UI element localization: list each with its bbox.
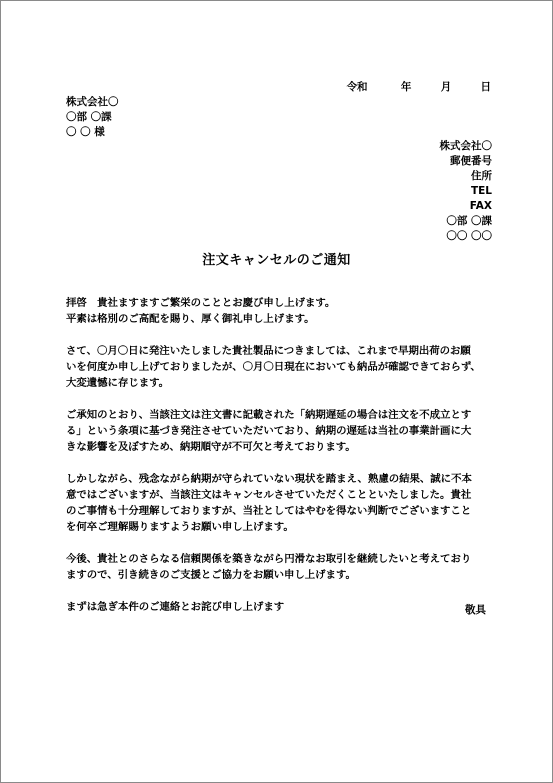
- recipient-department: 〇部 〇課: [66, 111, 112, 123]
- date-line: [347, 80, 491, 94]
- sender-postal-code: 郵便番号: [450, 155, 492, 167]
- date-era: 令和: [346, 81, 368, 93]
- paragraph-future: [66, 551, 498, 583]
- paragraph-greeting: [66, 295, 498, 327]
- body-line: る」という条項に基づき発注させていただいており、納期の遅延は当社の事業計画に大: [66, 425, 472, 437]
- paragraph-cancellation: [66, 471, 498, 535]
- sender-address: 住所: [471, 170, 492, 182]
- body-line: まずは急ぎ本件のご連絡とお詫び申し上げます: [66, 601, 285, 613]
- body-line: 平素は格別のご高配を賜り、厚く御礼申し上げます。: [66, 313, 315, 325]
- closing-phrase: 敬具: [465, 604, 486, 616]
- document-title: 注文キャンセルのご通知: [202, 253, 351, 268]
- body-line: 拝啓 貴社ますますご繁栄のこととお慶び申し上げます。: [66, 297, 336, 309]
- body-line: ご承知のとおり、当該注文は注文書に記載された「納期遅延の場合は注文を不成立とす: [66, 409, 472, 421]
- recipient-company: 株式会社〇: [66, 96, 119, 108]
- body-line: きな影響を及ぼすため、納期順守が不可欠と考えております。: [66, 441, 356, 453]
- body-line: さて、〇月〇日に発注いたしました貴社製品につきましては、これまで早期出荷のお願: [66, 345, 471, 357]
- date-month: 月: [440, 81, 452, 93]
- sender-tel: TEL: [470, 185, 492, 197]
- sender-company: 株式会社〇: [439, 140, 492, 152]
- date-day: 日: [480, 81, 491, 93]
- sender-name: 〇〇 〇〇: [446, 230, 492, 242]
- body-line: しかしながら、残念ながら納期が守られていない現状を踏まえ、熟慮の結果、誠に不本: [66, 473, 472, 485]
- body-line: を何卒ご理解賜りますようお願い申し上げます。: [66, 521, 294, 533]
- sender-block: [440, 139, 493, 244]
- body-line: 大変遺憾に存じます。: [66, 377, 170, 389]
- body-line: 意ではございますが、当該注文はキャンセルさせていただくことといたしました。貴社: [66, 489, 472, 501]
- body-line: ますので、引き続きのご支援とご協力をお願い申し上げます。: [66, 569, 356, 581]
- paragraph-terms: [66, 407, 498, 455]
- recipient-block: [66, 95, 119, 140]
- letter-body: [66, 295, 498, 631]
- sender-department: 〇部 〇課: [446, 215, 492, 227]
- body-line: いを何度か申し上げておりましたが、〇月〇日現在においても納品が確認できておらず、: [66, 361, 481, 373]
- date-year: 年: [400, 81, 412, 93]
- recipient-name: 〇 〇 様: [66, 126, 105, 138]
- body-line: のご事情も十分理解しておりますが、当社としてはやむを得ない判断でございますこと: [66, 505, 472, 517]
- sender-fax: FAX: [469, 200, 492, 212]
- paragraph-situation: [66, 343, 498, 391]
- body-line: 今後、貴社とのさらなる信頼関係を築きながら円滑なお取引を継続したいと考えており: [66, 553, 472, 565]
- paragraph-final: [66, 599, 498, 615]
